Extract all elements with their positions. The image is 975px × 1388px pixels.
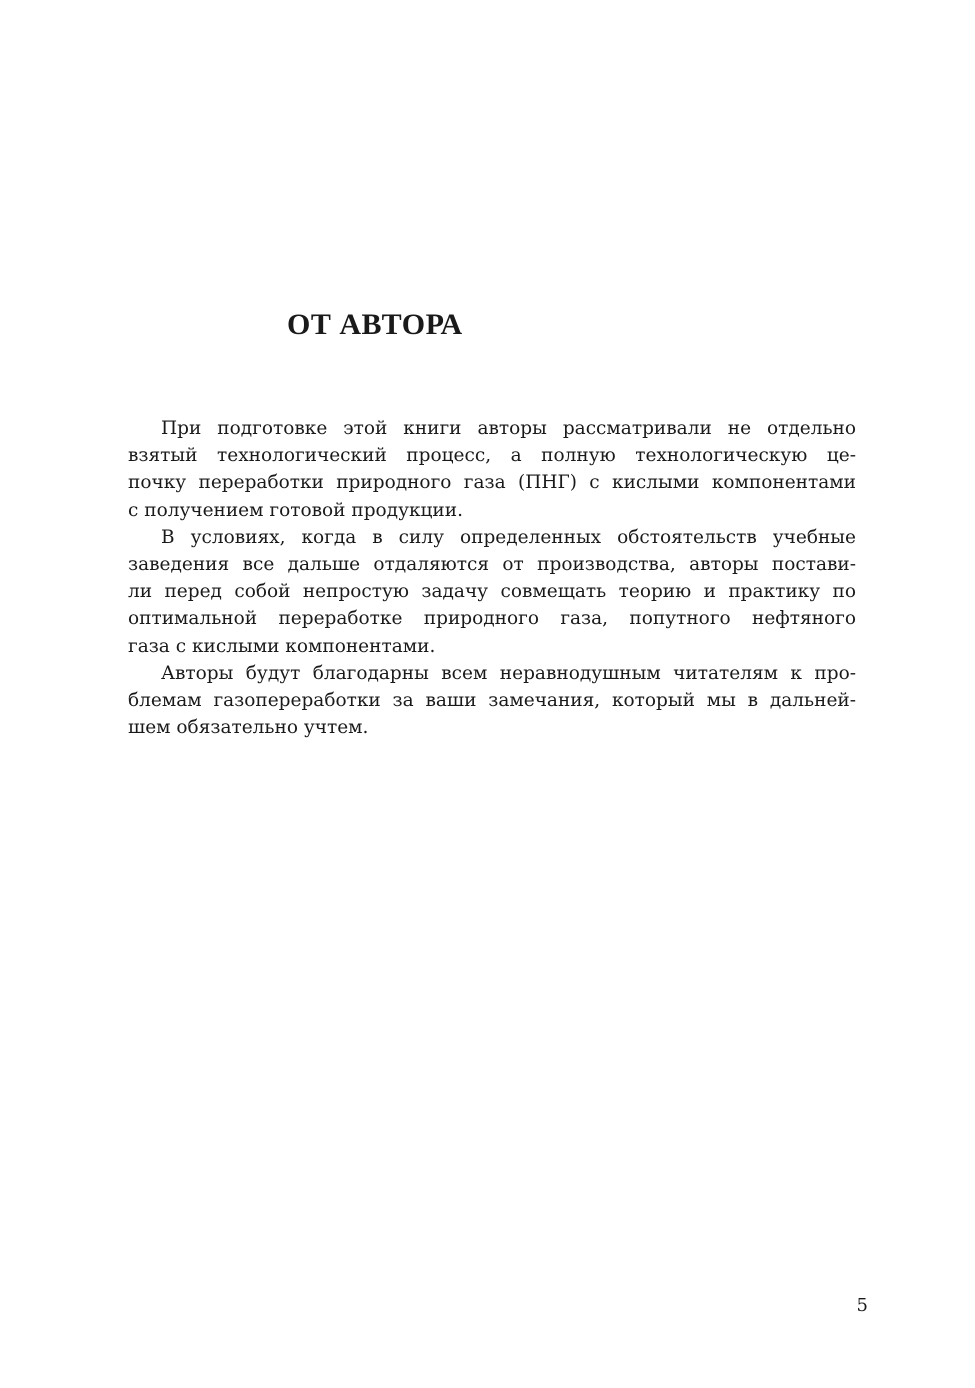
body-text (128, 415, 856, 741)
text-line: почку переработки природного газа (ПНГ) с кислыми компонентами (128, 472, 856, 494)
text-line: При подготовке этой книги авторы рассматривали не отдельно (161, 418, 856, 439)
text-line: ли перед собой непростую задачу совмещать теорию и практику по (128, 581, 856, 603)
page-title: ОТ АВТОРА (287, 308, 463, 341)
text-line: с получением готовой продукции. (128, 499, 463, 521)
paragraph-2 (128, 524, 856, 660)
page-number: 5 (856, 1295, 868, 1316)
text-line: заведения все дальше отдаляются от производства, авторы постави- (128, 554, 856, 576)
paragraph-1 (128, 415, 856, 524)
text-line: газа с кислыми компонентами. (128, 635, 436, 657)
text-line: Авторы будут благодарны всем неравнодушным читателям к про- (161, 662, 856, 684)
text-line: блемам газопереработки за ваши замечания, который мы в дальней- (128, 690, 856, 712)
text-line: шем обязательно учтем. (128, 717, 369, 739)
text-line: оптимальной переработке природного газа, попутного нефтяного (128, 608, 856, 630)
text-line: В условиях, когда в силу определенных обстоятельств учебные (161, 526, 856, 548)
paragraph-3 (128, 660, 856, 742)
text-line: взятый технологический процесс, а полную технологическую це- (128, 445, 856, 467)
